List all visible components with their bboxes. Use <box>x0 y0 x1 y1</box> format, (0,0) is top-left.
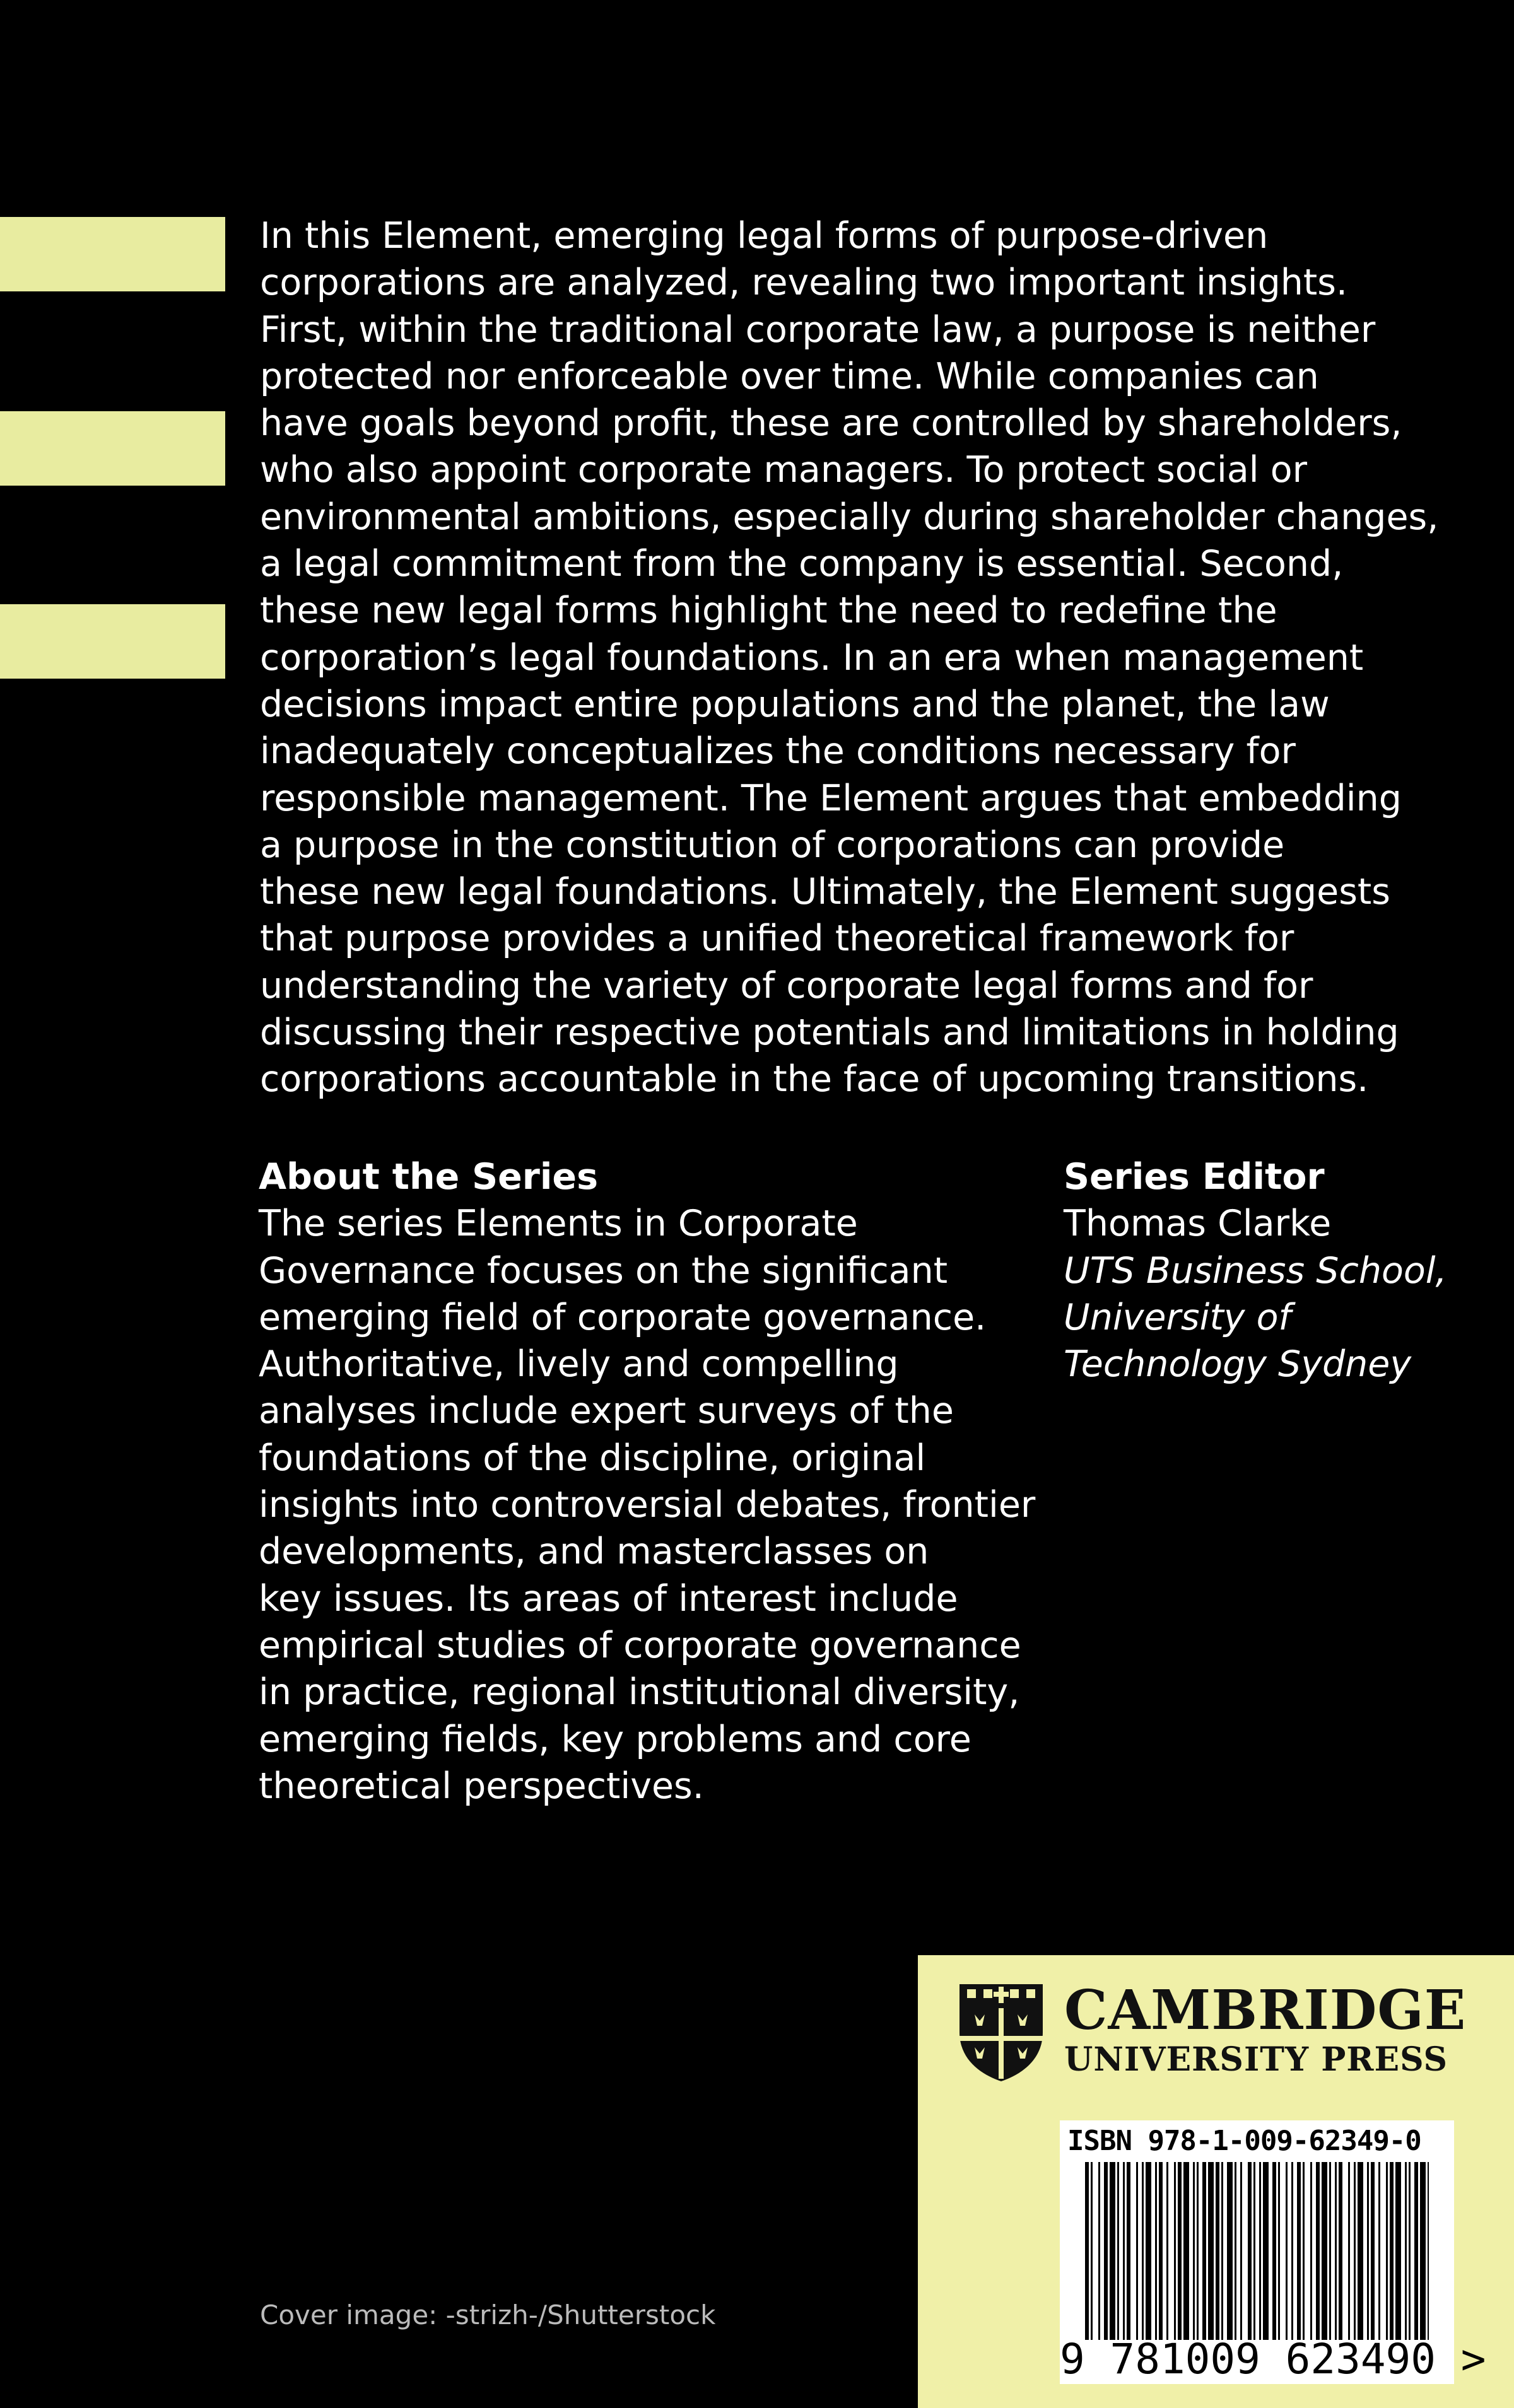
book-blurb <box>260 213 1458 1103</box>
blurb-line: a purpose in the constitution of corporations can provide <box>260 824 1285 866</box>
barcode-bar <box>1197 2162 1199 2340</box>
blurb-line: responsible management. The Element argues that embedding <box>260 777 1402 819</box>
series-editor-affiliation: University of <box>1064 1296 1291 1338</box>
barcode-bar <box>1303 2162 1305 2340</box>
blurb-line: corporations are analyzed, revealing two important insights. <box>260 262 1348 304</box>
barcode-bar <box>1286 2162 1288 2340</box>
barcode-bar <box>1322 2162 1327 2340</box>
barcode-bar <box>1405 2162 1407 2340</box>
barcode-bar <box>1155 2162 1157 2340</box>
barcode-bar <box>1354 2162 1356 2340</box>
barcode-digits: 9 781009 623490 > <box>1060 2335 1486 2383</box>
blurb-line: these new legal forms highlight the need to redefine the <box>260 590 1277 632</box>
blurb-line: environmental ambitions, especially during shareholder changes, <box>260 496 1439 538</box>
barcode-bar <box>1240 2162 1242 2340</box>
barcode-bar <box>1142 2162 1144 2340</box>
about-series-line: The series Elements in Corporate <box>259 1203 858 1245</box>
barcode-bar <box>1227 2162 1233 2340</box>
series-editor-heading: Series Editor <box>1064 1156 1325 1198</box>
barcode-bar <box>1414 2162 1418 2340</box>
barcode-bar <box>1409 2162 1411 2340</box>
publisher-name <box>1064 1980 1466 2079</box>
about-series-line: in practice, regional institutional diversity, <box>259 1671 1020 1714</box>
about-series-line: foundations of the discipline, original <box>259 1437 926 1479</box>
about-series-line: insights into controversial debates, frontier <box>259 1484 1036 1526</box>
barcode-bar <box>1117 2162 1119 2340</box>
series-editor-affiliation: Technology Sydney <box>1064 1343 1412 1386</box>
about-series-line: Governance focuses on the significant <box>259 1249 948 1292</box>
barcode-bar <box>1127 2162 1130 2340</box>
about-series-line: emerging fields, key problems and core <box>259 1718 971 1760</box>
barcode-bar <box>1235 2162 1236 2340</box>
isbn-label: ISBN 978-1-009-62349-0 <box>1067 2125 1421 2157</box>
barcode-bar <box>1420 2162 1426 2340</box>
barcode-bar <box>1146 2162 1151 2340</box>
barcode-bar <box>1367 2162 1369 2340</box>
barcode-bar <box>1263 2162 1269 2340</box>
blurb-line: decisions impact entire populations and the planet, the law <box>260 683 1330 725</box>
cover-image-credit: Cover image: -strizh-/Shutterstock <box>260 2300 716 2330</box>
barcode-bar <box>1174 2162 1176 2340</box>
cambridge-crest-icon <box>957 1982 1045 2083</box>
blurb-line: discussing their respective potentials and limitations in holding <box>260 1012 1399 1054</box>
barcode-bar <box>1390 2162 1394 2340</box>
barcode-bar <box>1335 2162 1337 2340</box>
barcode-bar <box>1202 2162 1206 2340</box>
blurb-line: inadequately conceptualizes the conditions necessary for <box>260 730 1296 773</box>
accent-bar-2 <box>0 411 225 486</box>
barcode-bar <box>1259 2162 1261 2340</box>
barcode-bar <box>1310 2162 1312 2340</box>
blurb-line: have goals beyond profit, these are controlled by shareholders, <box>260 402 1402 445</box>
barcode-bar <box>1378 2162 1380 2340</box>
barcode-bar <box>1297 2162 1301 2340</box>
series-editor-affiliation: UTS Business School, <box>1064 1249 1447 1292</box>
barcode-bar <box>1329 2162 1331 2340</box>
about-series-line: Authoritative, lively and compelling <box>259 1343 899 1386</box>
about-series-section <box>259 1154 1047 1809</box>
about-series-line: analyses include expert surveys of the <box>259 1390 954 1432</box>
barcode-bar <box>1208 2162 1214 2340</box>
barcode-bar <box>1216 2162 1219 2340</box>
barcode-bar <box>1183 2162 1189 2340</box>
about-series-line: emerging field of corporate governance. <box>259 1296 987 1338</box>
barcode-bar <box>1166 2162 1168 2340</box>
accent-bar-3 <box>0 604 225 679</box>
barcode-bar <box>1104 2162 1108 2340</box>
barcode-bar <box>1395 2162 1401 2340</box>
barcode-bar <box>1386 2162 1388 2340</box>
blurb-line: In this Element, emerging legal forms of purpose-driven <box>260 215 1269 257</box>
barcode-bar <box>1358 2162 1363 2340</box>
barcode-bar <box>1371 2162 1375 2340</box>
accent-bar-1 <box>0 217 225 291</box>
publisher-name-line1: CAMBRIDGE <box>1064 1978 1467 2042</box>
barcode-bar <box>1272 2162 1276 2340</box>
blurb-line: protected nor enforceable over time. While companies can <box>260 355 1319 397</box>
barcode-bar <box>1248 2162 1252 2340</box>
barcode-bar <box>1316 2162 1320 2340</box>
isbn-barcode <box>1060 2120 1486 2384</box>
blurb-line: these new legal foundations. Ultimately, the Element suggests <box>260 871 1390 913</box>
barcode-bar <box>1221 2162 1223 2340</box>
blurb-line: understanding the variety of corporate legal forms and for <box>260 964 1313 1007</box>
barcode-bar <box>1159 2162 1163 2340</box>
barcode-bar <box>1085 2162 1089 2340</box>
about-series-heading: About the Series <box>259 1156 599 1198</box>
publisher-name-line2: UNIVERSITY PRESS <box>1064 2040 1448 2079</box>
about-series-line: empirical studies of corporate governance <box>259 1624 1021 1666</box>
barcode-bar <box>1278 2162 1280 2340</box>
series-editor-name: Thomas Clarke <box>1064 1203 1332 1245</box>
about-series-line: theoretical perspectives. <box>259 1765 704 1807</box>
blurb-line: corporation’s legal foundations. In an era when management <box>260 636 1364 679</box>
barcode-bar <box>1123 2162 1125 2340</box>
barcode-bar <box>1091 2162 1093 2340</box>
barcode-bar <box>1428 2162 1429 2340</box>
blurb-line: a legal commitment from the company is essential. Second, <box>260 543 1344 585</box>
barcode-bar <box>1193 2162 1195 2340</box>
publisher-panel <box>918 1955 1514 2408</box>
blurb-line: who also appoint corporate managers. To protect social or <box>260 449 1308 491</box>
barcode-bar <box>1136 2162 1138 2340</box>
about-series-line: key issues. Its areas of interest include <box>259 1577 958 1620</box>
barcode-bar <box>1339 2162 1342 2340</box>
about-series-line: developments, and masterclasses on <box>259 1531 929 1573</box>
barcode-bar <box>1178 2162 1182 2340</box>
barcode-bar <box>1291 2162 1293 2340</box>
series-editor-section <box>1064 1154 1480 1388</box>
blurb-line: corporations accountable in the face of upcoming transitions. <box>260 1058 1369 1101</box>
barcode-bar <box>1098 2162 1100 2340</box>
barcode-bar <box>1348 2162 1350 2340</box>
barcode-bar <box>1253 2162 1255 2340</box>
blurb-line: that purpose provides a unified theoretical framework for <box>260 918 1294 960</box>
barcode-bar <box>1110 2162 1115 2340</box>
blurb-line: First, within the traditional corporate law, a purpose is neither <box>260 308 1376 351</box>
